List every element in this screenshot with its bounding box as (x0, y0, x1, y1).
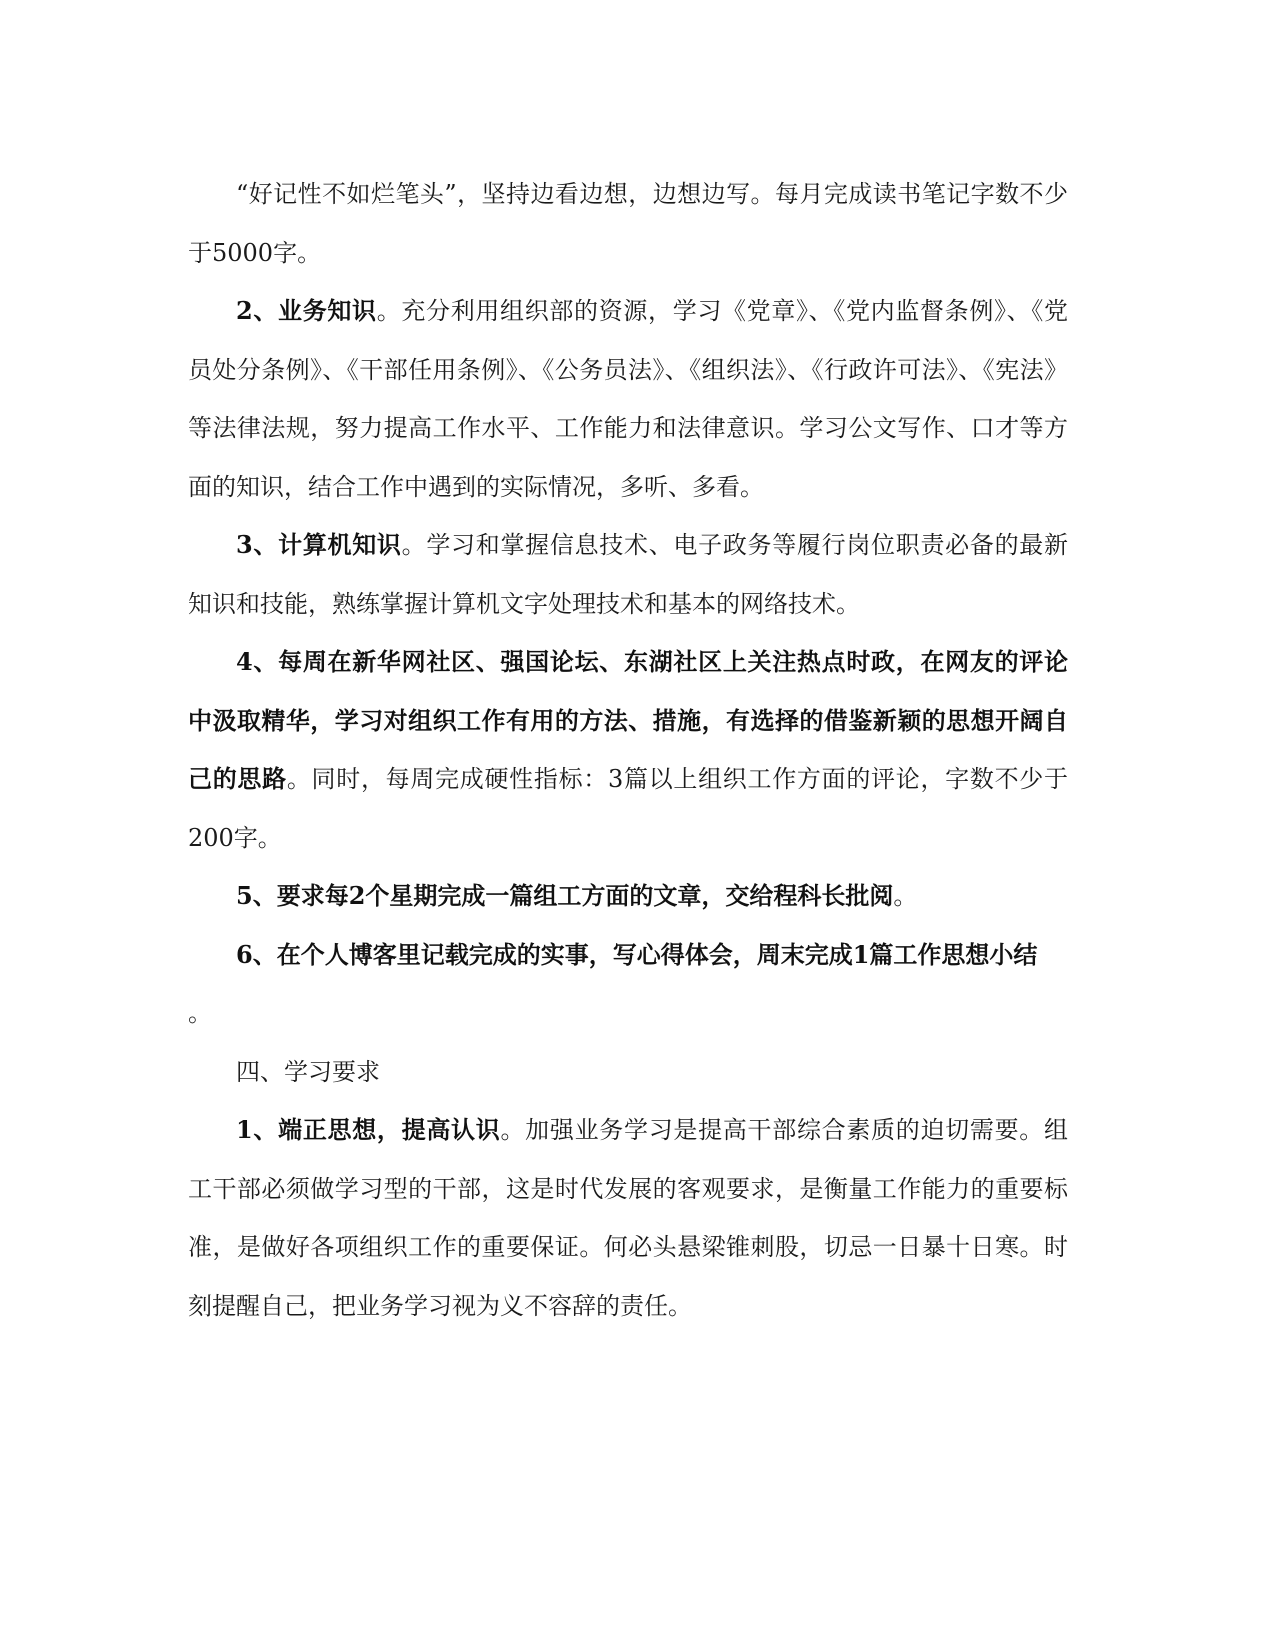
paragraph-business-knowledge (188, 282, 1068, 516)
paragraph-text: “好记性不如烂笔头”，坚持边看边想，边想边写。每月完成读书笔记字数不少于5000字。 (188, 180, 1068, 267)
paragraph-reading-notes (188, 165, 1068, 282)
paragraph-text: 。充分利用组织部的资源，学习《党章》、《党内监督条例》、《党员处分条例》、《干部任用条例》、《公务员法》、《组织法》、《行政许可法》、《宪法》等法律法规，努力提高工作水平、工作能力和法律意识。学习公文写作、口才等方面的知识，结合工作中遇到的实际情况，多听、多看。 (188, 297, 1069, 501)
section-heading (188, 1043, 1068, 1102)
paragraph-blog-summary (188, 926, 1068, 985)
paragraph-heading: 5、要求每2个星期完成一篇组工方面的文章，交给程科长批阅 (236, 881, 894, 910)
paragraph-blog-summary-tail (188, 984, 1068, 1043)
paragraph-weekly-forums (188, 633, 1068, 867)
paragraph-text: 。 (188, 999, 212, 1027)
paragraph-text: 。 (893, 882, 918, 910)
paragraph-text: 。加强业务学习是提高干部综合素质的迫切需要。组工干部必须做学习型的干部，这是时代发展的客观要求，是衡量工作能力的重要标准，是做好各项组织工作的重要保证。何必头悬梁锥刺股，切忌一日暴十日寒。时刻提醒自己，把业务学习视为义不容辞的责任。 (188, 1116, 1068, 1320)
paragraph-heading: 4、每周在新华网社区、强国论坛、东湖社区上关注热点时政，在网友的评论中汲取精华，学习对组织工作有用的方法、措施，有选择的借鉴新颖的思想开阔自己的思路 (188, 647, 1068, 793)
paragraph-heading: 3、计算机知识 (236, 530, 402, 559)
paragraph-biweekly-article (188, 867, 1068, 926)
paragraph-text: 。学习和掌握信息技术、电子政务等履行岗位职责必备的最新知识和技能，熟练掌握计算机文字处理技术和基本的网络技术。 (188, 531, 1068, 618)
paragraph-computer-knowledge (188, 516, 1068, 633)
document-body (188, 165, 1068, 1335)
section-title: 四、学习要求 (236, 1057, 380, 1086)
paragraph-heading: 2、业务知识 (236, 296, 377, 325)
paragraph-heading: 6、在个人博客里记载完成的实事，写心得体会，周末完成1篇工作思想小结 (236, 939, 1038, 969)
paragraph-correct-thinking (188, 1101, 1068, 1335)
paragraph-heading: 1、端正思想，提高认识 (236, 1115, 501, 1144)
paragraph-text: 。同时，每周完成硬性指标：3篇以上组织工作方面的评论，字数不少于200字。 (188, 765, 1068, 852)
